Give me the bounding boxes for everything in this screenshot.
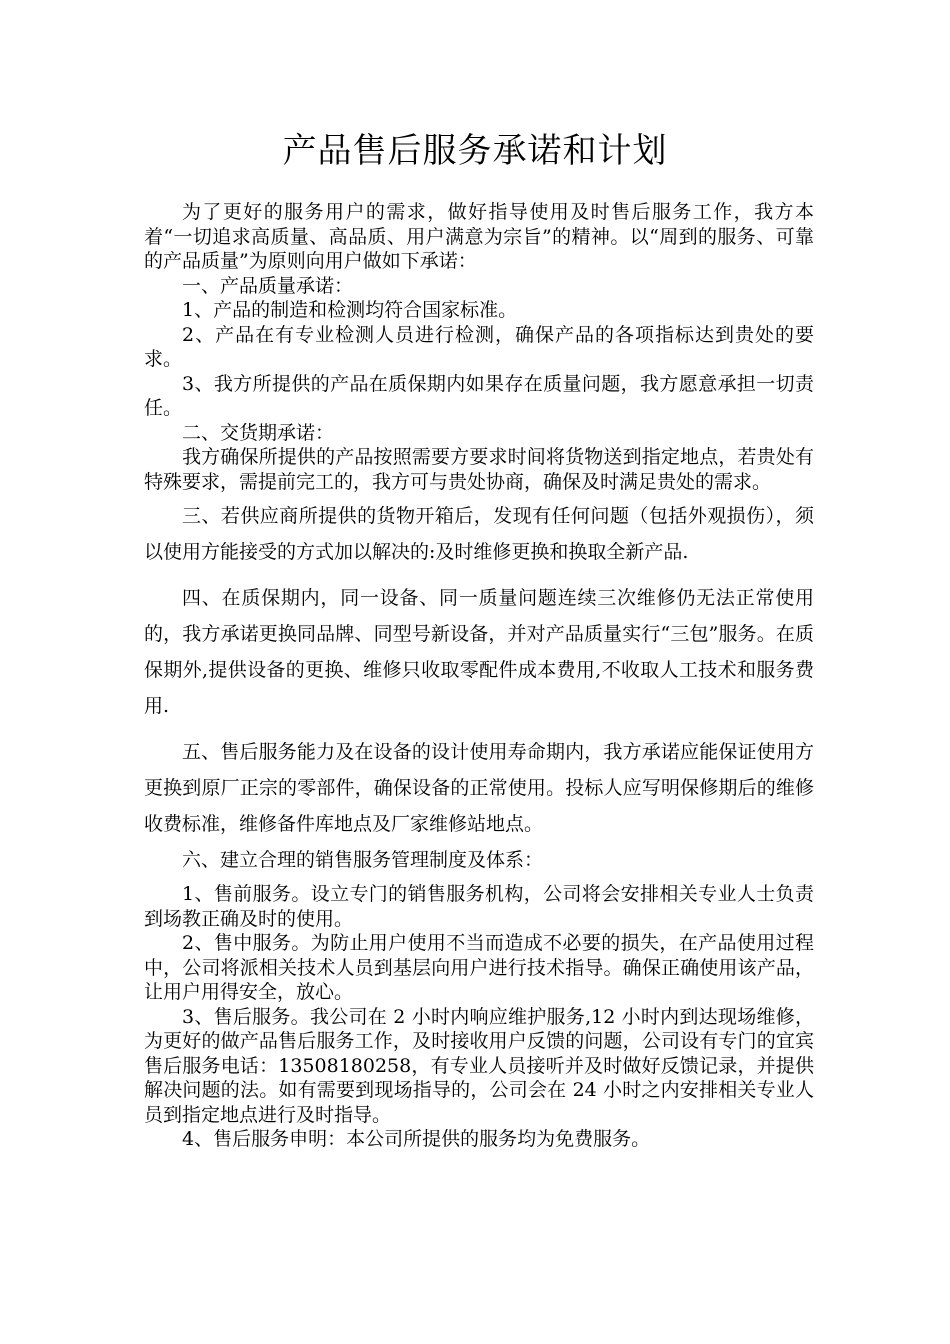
service-item-insale: 2、售中服务。为防止用户使用不当而造成不必要的损失，在产品使用过程中，公司将派相关技术人员到基层向用户进行技术指导。确保正确使用该产品，让用户用得安全，放心。 bbox=[144, 932, 814, 1003]
intro-paragraph: 为了更好的服务用户的需求，做好指导使用及时售后服务工作，我方本着“一切追求高质量、高品质、用户满意为宗旨”的精神。以“周到的服务、可靠的产品质量”为原则向用户做如下承诺： bbox=[144, 201, 814, 272]
quality-item-3: 3、我方所提供的产品在质保期内如果存在质量问题，我方愿意承担一切责任。 bbox=[144, 372, 814, 419]
document-title: 产品售后服务承诺和计划 bbox=[282, 131, 668, 171]
service-item-presale: 1、售前服务。设立专门的销售服务机构，公司将会安排相关专业人士负责到场教正确及时的使用。 bbox=[144, 883, 814, 930]
section-heading-sales-system: 六、建立合理的销售服务管理制度及体系： bbox=[182, 849, 544, 871]
service-item-statement: 4、售后服务申明：本公司所提供的服务均为免费服务。 bbox=[182, 1128, 651, 1150]
document-body bbox=[144, 200, 814, 1152]
section-heading-delivery: 二、交货期承诺： bbox=[182, 421, 335, 444]
section-five-paragraph: 五、售后服务能力及在设备的设计使用寿命期内，我方承诺应能保证使用方更换到原厂正宗的零部件，确保设备的正常使用。投标人应写明保修期后的维修收费标准，维修备件库地点及厂家维修站地点。 bbox=[144, 741, 814, 835]
section-three-paragraph: 三、若供应商所提供的货物开箱后，发现有任何问题（包括外观损伤），须以使用方能接受的方式加以解决的:及时维修更换和换取全新产品. bbox=[144, 505, 814, 563]
section-four-paragraph: 四、在质保期内，同一设备、同一质量问题连续三次维修仍无法正常使用的，我方承诺更换同品牌、同型号新设备，并对产品质量实行“三包”服务。在质保期外,提供设备的更换、维修只收取零配件成本费用,不收取人工技术和服务费用. bbox=[144, 587, 814, 717]
service-item-aftersale: 3、售后服务。我公司在 2 小时内响应维护服务,12 小时内到达现场维修，为更好的做产品售后服务工作，及时接收用户反馈的问题，公司设有专门的宜宾售后服务电话：13508180258，有专业人员接听并及时做好反馈记录，并提供解决问题的法。如有需要到现场指导的，公司会在 24 小时之内安排相关专业人员到指定地点进行及时指导。 bbox=[144, 1005, 814, 1126]
quality-item-1: 1、产品的制造和检测均符合国家标准。 bbox=[182, 299, 518, 321]
delivery-paragraph: 我方确保所提供的产品按照需要方要求时间将货物送到指定地点，若贵处有特殊要求，需提前完工的，我方可与贵处协商，确保及时满足贵处的需求。 bbox=[144, 446, 814, 493]
quality-item-2: 2、产品在有专业检测人员进行检测，确保产品的各项指标达到贵处的要求。 bbox=[144, 323, 814, 370]
section-heading-quality: 一、产品质量承诺： bbox=[182, 274, 354, 297]
